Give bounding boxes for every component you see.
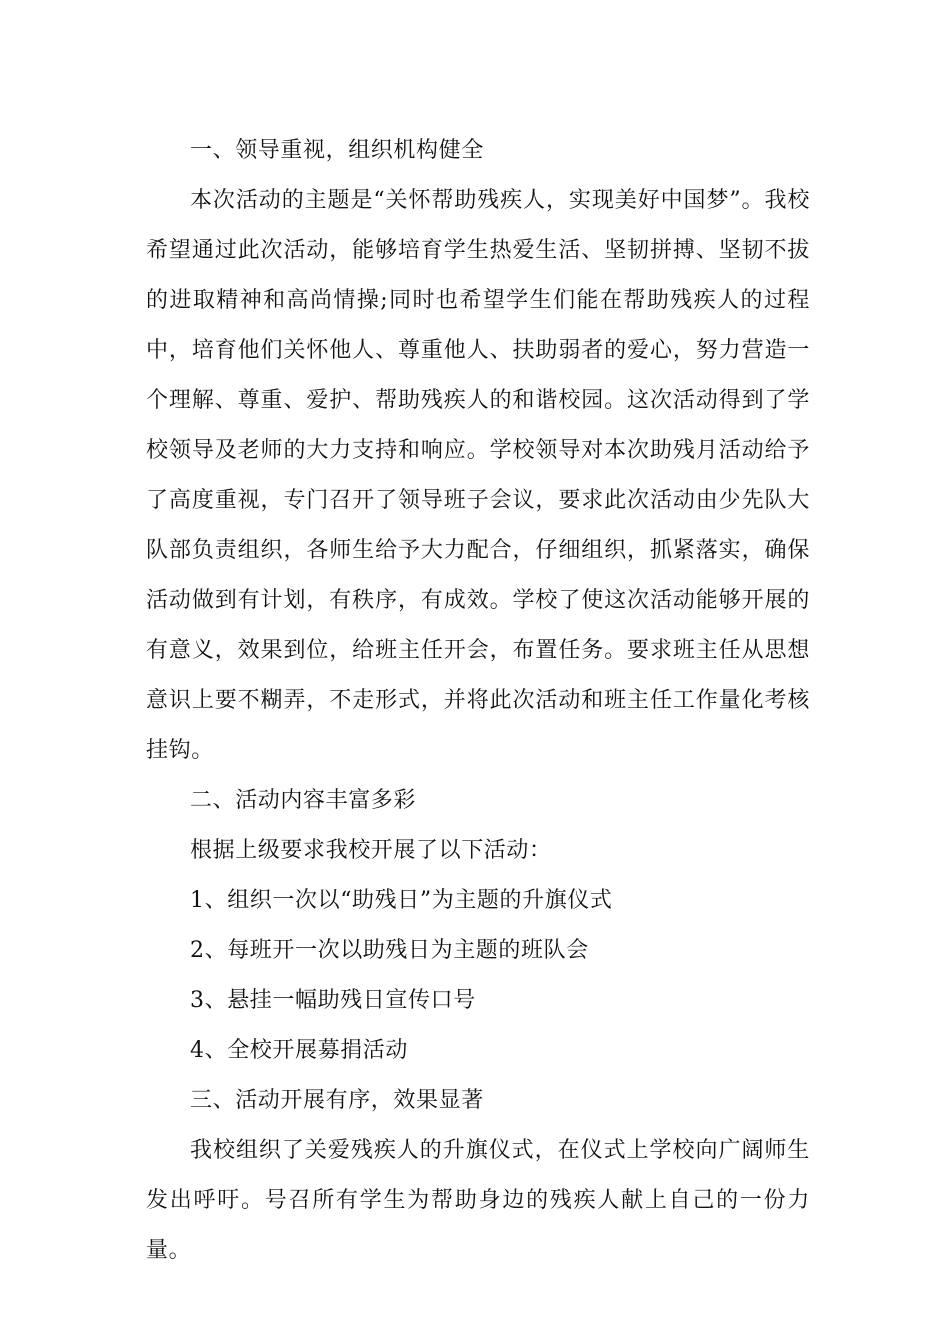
list-item-4: 4、全校开展募捐活动 — [190, 1038, 408, 1063]
body-paragraph-2: 根据上级要求我校开展了以下活动： — [190, 838, 552, 863]
body-paragraph-1: 本次活动的主题是“关怀帮助残疾人，实现美好中国梦”。我校希望通过此次活动，能够培育学生热爱生活、坚韧拼搏、坚韧不拔的进取精神和高尚情操;同时也希望学生们能在帮助残疾人的过程中，培育他们关怀他人、尊重他人、扶助弱者的爱心，努力营造一个理解、尊重、爱护、帮助残疾人的和谐校园。这次活动得到了学校领导及老师的大力支持和响应。学校领导对本次助残月活动给予了高度重视，专门召开了领导班子会议，要求此次活动由少先队大队部负责组织，各师生给予大力配合，仔细组织，抓紧落实，确保活动做到有计划，有秩序，有成效。学校了使这次活动能够开展的有意义，效果到位，给班主任开会，布置任务。要求班主任从思想意识上要不糊弄，不走形式，并将此次活动和班主任工作量化考核挂钩。 — [146, 188, 810, 763]
list-item-1: 1、组织一次以“助残日”为主题的升旗仪式 — [190, 888, 613, 913]
list-item-2: 2、每班开一次以助残日为主题的班队会 — [190, 938, 589, 963]
section-heading-2: 二、活动内容丰富多彩 — [190, 788, 417, 813]
list-item-3: 3、悬挂一幅助残日宣传口号 — [190, 988, 476, 1013]
section-heading-1: 一、领导重视，组织机构健全 — [190, 138, 484, 163]
section-heading-3: 三、活动开展有序，效果显著 — [190, 1088, 484, 1113]
body-paragraph-3: 我校组织了关爱残疾人的升旗仪式，在仪式上学校向广阔师生发出呼吁。号召所有学生为帮助身边的残疾人献上自己的一份力量。 — [146, 1138, 810, 1263]
document-body — [146, 126, 810, 1276]
